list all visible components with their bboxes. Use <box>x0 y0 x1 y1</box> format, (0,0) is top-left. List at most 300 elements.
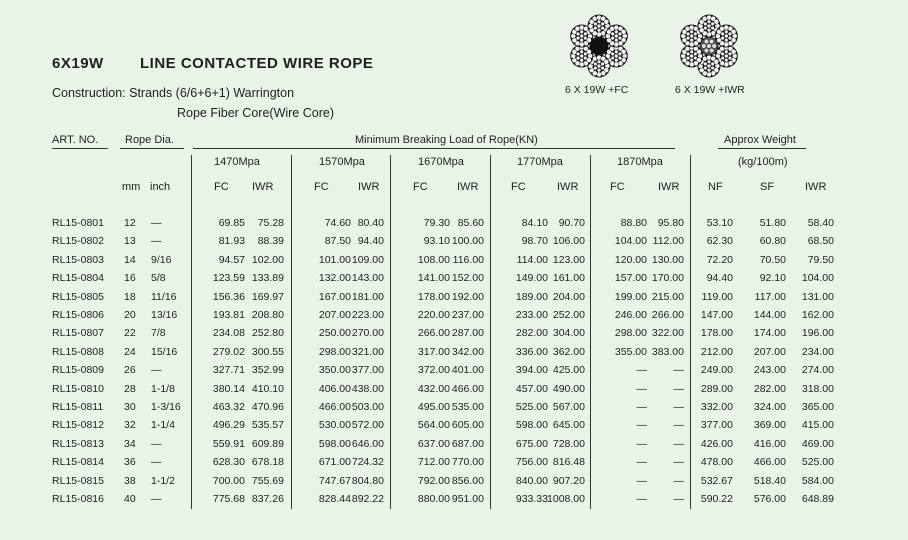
fc-1470-cell: 156.36 <box>212 290 245 303</box>
fc-1670-cell: 637.00 <box>417 437 450 450</box>
fc-1870-cell: — <box>636 401 647 413</box>
art-no-cell: RL15-0810 <box>52 382 104 395</box>
inner-wire <box>618 32 622 36</box>
core-wire <box>709 39 714 44</box>
inner-wire <box>618 56 622 60</box>
dia-inch-cell: 1-1/4 <box>151 419 175 432</box>
fc-1570-cell: 466.00 <box>318 401 351 413</box>
iwr-1470-cell: 252.80 <box>251 327 284 340</box>
iwr-1670-cell: 951.00 <box>451 493 484 505</box>
inner-wire <box>618 52 622 56</box>
dia-inch-cell: 1-3/16 <box>151 401 181 413</box>
iwr-1470-cell: 837.26 <box>251 493 284 505</box>
iwr-1670-cell: 401.00 <box>451 364 484 377</box>
header-min-breaking-load: Minimum Breaking Load of Rope(KN) <box>355 134 538 146</box>
inner-wire <box>711 66 715 70</box>
inner-wire <box>721 36 725 40</box>
mbl-underline <box>193 148 675 149</box>
iwr-weight-cell: 648.89 <box>801 493 834 505</box>
iwr-1770-cell: 362.00 <box>552 345 585 358</box>
inner-wire <box>728 56 732 60</box>
inner-wire <box>597 68 601 72</box>
iwr-1670-cell: 466.00 <box>451 382 484 395</box>
iwr-1770-cell: 645.00 <box>552 419 585 432</box>
inner-wire <box>593 62 597 66</box>
iwr-1570-cell: 438.00 <box>351 382 384 395</box>
fc-1470-cell: 463.32 <box>212 401 245 413</box>
fc-1770-cell: 756.00 <box>515 456 548 469</box>
iwr-1870-cell: — <box>673 401 684 413</box>
inner-wire <box>711 26 715 30</box>
rope-dia-underline <box>120 148 184 149</box>
sf-weight-cell: 324.00 <box>753 401 786 413</box>
nf-weight-cell: 178.00 <box>700 327 733 340</box>
sf-weight-cell: 369.00 <box>753 419 786 432</box>
fc-1470-cell: 123.59 <box>212 272 245 285</box>
iwr-weight-cell: 79.50 <box>807 253 834 266</box>
iwr-1770-cell: 816.48 <box>552 456 585 469</box>
iwr-1670-cell: 192.00 <box>451 290 484 303</box>
inner-wire <box>597 20 601 24</box>
fc-1470-cell: 700.00 <box>212 474 245 487</box>
inner-wire <box>580 30 584 34</box>
fc-1770-cell: 525.00 <box>515 401 548 413</box>
center-wire <box>707 24 711 28</box>
sf-weight-cell: 51.80 <box>759 217 786 229</box>
center-wire <box>724 34 728 38</box>
inner-wire <box>576 36 580 40</box>
dia-mm-cell: 36 <box>124 456 136 469</box>
header-sf: SF <box>760 181 775 193</box>
iwr-1570-cell: 143.00 <box>351 272 384 285</box>
fc-1470-cell: 193.81 <box>212 309 245 321</box>
inner-wire <box>711 22 715 26</box>
art-no-cell: RL15-0811 <box>52 401 104 413</box>
nf-weight-cell: 72.20 <box>706 253 733 266</box>
iwr-weight-cell: 68.50 <box>807 235 834 248</box>
inner-wire <box>728 52 732 56</box>
iwr-1670-cell: 535.00 <box>451 401 484 413</box>
fc-1570-cell: 87.50 <box>324 235 351 248</box>
fc-1770-cell: 84.10 <box>521 217 548 229</box>
fc-1770-cell: 336.00 <box>515 345 548 358</box>
fc-1770-cell: 98.70 <box>521 235 548 248</box>
art-no-cell: RL15-0809 <box>52 364 104 377</box>
fc-1670-cell: 220.00 <box>417 309 450 321</box>
nf-weight-cell: 94.40 <box>706 272 733 285</box>
inner-wire <box>728 36 732 40</box>
inner-wire <box>614 58 618 62</box>
iwr-1670-cell: 342.00 <box>451 345 484 358</box>
nf-weight-cell: 377.00 <box>700 419 733 432</box>
inner-wire <box>580 38 584 42</box>
iwr-1770-cell: 907.20 <box>552 474 585 487</box>
iwr-1470-cell: 133.89 <box>251 272 284 285</box>
art-no-cell: RL15-0801 <box>52 217 104 229</box>
iwr-weight-cell: 104.00 <box>801 272 834 285</box>
center-wire <box>707 64 711 68</box>
inner-wire <box>583 32 587 36</box>
dia-inch-cell: 9/16 <box>151 253 172 266</box>
fc-1770-cell: 457.00 <box>515 382 548 395</box>
inner-wire <box>693 36 697 40</box>
iwr-1470-cell: 75.28 <box>257 217 284 229</box>
inner-wire <box>583 56 587 60</box>
fc-1770-cell: 394.00 <box>515 364 548 377</box>
fc-1870-cell: 298.00 <box>614 327 647 340</box>
fc-1870-cell: — <box>636 364 647 377</box>
iwr-1470-cell: 169.97 <box>251 290 284 303</box>
inner-wire <box>576 52 580 56</box>
grade-1770: 1770Mpa <box>517 156 563 168</box>
iwr-weight-cell: 196.00 <box>801 327 834 340</box>
core-wire <box>709 48 714 53</box>
nf-weight-cell: 62.30 <box>706 235 733 248</box>
iwr-1470-cell: 410.10 <box>251 382 284 395</box>
iwr-1870-cell: — <box>673 364 684 377</box>
inner-wire <box>728 32 732 36</box>
inner-wire <box>611 36 615 40</box>
art-no-cell: RL15-0814 <box>52 456 104 469</box>
header-fc-1670: FC <box>413 181 428 193</box>
sf-weight-cell: 576.00 <box>753 493 786 505</box>
header-art-no: ART. NO. <box>52 134 99 146</box>
grade-1670: 1670Mpa <box>418 156 464 168</box>
iwr-1470-cell: 300.55 <box>251 345 284 358</box>
weight-underline <box>718 148 806 149</box>
nf-weight-cell: 53.10 <box>706 217 733 229</box>
fc-1670-cell: 432.00 <box>417 382 450 395</box>
iwr-1570-cell: 94.40 <box>357 235 384 248</box>
inner-wire <box>690 50 694 54</box>
dia-mm-cell: 38 <box>124 474 136 487</box>
iwr-1570-cell: 724.32 <box>351 456 384 469</box>
iwr-1870-cell: 112.00 <box>652 235 684 248</box>
header-fc-1870: FC <box>610 181 625 193</box>
grade-1470: 1470Mpa <box>214 156 260 168</box>
fc-1570-cell: 101.00 <box>318 253 351 266</box>
sf-weight-cell: 70.50 <box>759 253 786 266</box>
center-wire <box>580 34 584 38</box>
fc-1870-cell: — <box>636 437 647 450</box>
inner-wire <box>707 68 711 72</box>
fc-1470-cell: 234.08 <box>212 327 245 340</box>
inner-wire <box>707 28 711 32</box>
inner-wire <box>597 60 601 64</box>
inner-wire <box>611 32 615 36</box>
header-fc-1770: FC <box>511 181 526 193</box>
inner-wire <box>614 50 618 54</box>
core-wire <box>702 44 707 49</box>
inner-wire <box>686 56 690 60</box>
fc-1570-cell: 207.00 <box>318 309 351 321</box>
iwr-1870-cell: 215.00 <box>651 290 684 303</box>
sf-weight-cell: 60.80 <box>759 235 786 248</box>
inner-wire <box>580 58 584 62</box>
iwr-1570-cell: 270.00 <box>351 327 384 340</box>
inner-wire <box>690 30 694 34</box>
fc-1570-cell: 167.00 <box>318 290 351 303</box>
fc-1470-cell: 380.14 <box>212 382 245 395</box>
inner-wire <box>707 60 711 64</box>
inner-wire <box>721 56 725 60</box>
inner-wire <box>576 56 580 60</box>
fc-1670-cell: 880.00 <box>417 493 450 505</box>
iwr-1570-cell: 181.00 <box>351 290 384 303</box>
fc-1870-cell: — <box>636 456 647 469</box>
header-iwr-1770: IWR <box>557 181 579 193</box>
inner-wire <box>580 50 584 54</box>
sf-weight-cell: 282.00 <box>753 382 786 395</box>
iwr-1770-cell: 304.00 <box>552 327 585 340</box>
inner-wire <box>583 36 587 40</box>
art-no-cell: RL15-0806 <box>52 309 104 321</box>
iwr-weight-cell: 525.00 <box>801 456 834 469</box>
iwr-1870-cell: 170.00 <box>651 272 684 285</box>
iwr-1570-cell: 804.80 <box>351 474 384 487</box>
fc-1570-cell: 74.60 <box>324 217 351 229</box>
dia-mm-cell: 13 <box>124 235 136 248</box>
inner-wire <box>593 26 597 30</box>
header-mm: mm <box>122 181 141 193</box>
nf-weight-cell: 212.00 <box>700 345 733 358</box>
iwr-1770-cell: 90.70 <box>558 217 585 229</box>
iwr-1670-cell: 85.60 <box>457 217 484 229</box>
sf-weight-cell: 117.00 <box>754 290 786 303</box>
nf-weight-cell: 119.00 <box>701 290 733 303</box>
art-no-cell: RL15-0812 <box>52 419 104 432</box>
inner-wire <box>693 32 697 36</box>
fc-1870-cell: 88.80 <box>620 217 647 229</box>
core-wire <box>707 44 712 49</box>
fc-1870-cell: — <box>636 382 647 395</box>
nf-weight-cell: 478.00 <box>700 456 733 469</box>
fc-1570-cell: 828.44 <box>318 493 351 505</box>
dia-inch-cell: — <box>151 437 162 450</box>
nf-weight-cell: 147.00 <box>700 309 733 321</box>
sf-weight-cell: 207.00 <box>753 345 786 358</box>
fc-1870-cell: — <box>636 493 647 505</box>
center-wire <box>690 34 694 38</box>
inner-wire <box>703 22 707 26</box>
fc-1770-cell: 675.00 <box>515 437 548 450</box>
dia-inch-cell: — <box>151 235 162 248</box>
iwr-1570-cell: 572.00 <box>351 419 384 432</box>
dia-mm-cell: 22 <box>124 327 136 340</box>
center-wire <box>724 54 728 58</box>
iwr-1670-cell: 687.00 <box>451 437 484 450</box>
inner-wire <box>601 62 605 66</box>
iwr-1570-cell: 892.22 <box>351 493 384 505</box>
figure-caption-fc: 6 X 19W +FC <box>565 84 629 96</box>
fc-1470-cell: 69.85 <box>218 217 245 229</box>
fc-1470-cell: 775.68 <box>212 493 245 505</box>
inner-wire <box>576 32 580 36</box>
fc-1670-cell: 792.00 <box>417 474 450 487</box>
iwr-1570-cell: 321.00 <box>351 345 384 358</box>
art-no-underline <box>52 148 108 149</box>
inner-wire <box>593 66 597 70</box>
iwr-1770-cell: 106.00 <box>552 235 585 248</box>
inner-wire <box>703 66 707 70</box>
dia-mm-cell: 28 <box>124 382 136 395</box>
inner-wire <box>707 20 711 24</box>
fc-1570-cell: 132.00 <box>318 272 351 285</box>
iwr-1870-cell: 266.00 <box>651 309 684 321</box>
fc-1770-cell: 233.00 <box>515 309 548 321</box>
nf-weight-cell: 532.67 <box>700 474 733 487</box>
iwr-1870-cell: — <box>673 493 684 505</box>
inner-wire <box>690 38 694 42</box>
inner-wire <box>597 28 601 32</box>
art-no-cell: RL15-0803 <box>52 253 104 266</box>
fc-1670-cell: 495.00 <box>417 401 450 413</box>
iwr-1870-cell: 130.00 <box>651 253 684 266</box>
fc-1870-cell: 120.00 <box>614 253 647 266</box>
fc-1570-cell: 598.00 <box>318 437 351 450</box>
art-no-cell: RL15-0815 <box>52 474 104 487</box>
art-no-cell: RL15-0813 <box>52 437 104 450</box>
dia-mm-cell: 34 <box>124 437 136 450</box>
sf-weight-cell: 243.00 <box>753 364 786 377</box>
inner-wire <box>721 52 725 56</box>
iwr-weight-cell: 365.00 <box>801 401 834 413</box>
dia-mm-cell: 26 <box>124 364 136 377</box>
fc-1770-cell: 598.00 <box>515 419 548 432</box>
iwr-weight-cell: 274.00 <box>801 364 834 377</box>
dia-mm-cell: 14 <box>124 253 136 266</box>
fc-1570-cell: 298.00 <box>318 345 351 358</box>
iwr-weight-cell: 162.00 <box>801 309 834 321</box>
center-wire <box>597 24 601 28</box>
iwr-1570-cell: 223.00 <box>351 309 384 321</box>
iwr-1570-cell: 80.40 <box>357 217 384 229</box>
art-no-cell: RL15-0802 <box>52 235 104 248</box>
sf-weight-cell: 174.00 <box>753 327 786 340</box>
construction-line-2: Rope Fiber Core(Wire Core) <box>177 106 334 120</box>
rope-wire-core-cross-section-icon <box>674 10 744 82</box>
dia-inch-cell: 1-1/8 <box>151 382 175 395</box>
iwr-1870-cell: — <box>673 382 684 395</box>
inner-wire <box>601 66 605 70</box>
center-wire <box>614 34 618 38</box>
iwr-weight-cell: 469.00 <box>801 437 834 450</box>
iwr-1570-cell: 646.00 <box>351 437 384 450</box>
header-fc-1570: FC <box>314 181 329 193</box>
inner-wire <box>724 30 728 34</box>
iwr-1770-cell: 123.00 <box>552 253 585 266</box>
iwr-1870-cell: — <box>673 419 684 432</box>
art-no-cell: RL15-0816 <box>52 493 104 505</box>
header-rope-dia: Rope Dia. <box>125 134 174 146</box>
nf-weight-cell: 249.00 <box>700 364 733 377</box>
center-wire <box>690 54 694 58</box>
nf-weight-cell: 332.00 <box>700 401 733 413</box>
inner-wire <box>693 52 697 56</box>
dia-mm-cell: 40 <box>124 493 136 505</box>
iwr-weight-cell: 58.40 <box>807 217 834 229</box>
iwr-1770-cell: 567.00 <box>552 401 585 413</box>
fc-1870-cell: — <box>636 419 647 432</box>
inner-wire <box>601 26 605 30</box>
fc-1770-cell: 840.00 <box>515 474 548 487</box>
header-iwr-1470: IWR <box>252 181 274 193</box>
fc-1870-cell: — <box>636 474 647 487</box>
dia-mm-cell: 18 <box>124 290 136 303</box>
fc-1670-cell: 317.00 <box>417 345 450 358</box>
iwr-1870-cell: 95.80 <box>657 217 684 229</box>
sf-weight-cell: 144.00 <box>753 309 786 321</box>
fc-1770-cell: 114.00 <box>516 253 548 266</box>
sf-weight-cell: 518.40 <box>753 474 786 487</box>
inner-wire <box>686 36 690 40</box>
fc-1670-cell: 564.00 <box>417 419 450 432</box>
inner-wire <box>614 38 618 42</box>
fc-1670-cell: 178.00 <box>417 290 450 303</box>
iwr-1770-cell: 161.00 <box>552 272 585 285</box>
fc-1870-cell: 104.00 <box>614 235 647 248</box>
iwr-1470-cell: 208.80 <box>251 309 284 321</box>
iwr-weight-cell: 234.00 <box>801 345 834 358</box>
center-wire <box>597 64 601 68</box>
core-wire <box>704 39 709 44</box>
dia-inch-cell: 7/8 <box>151 327 166 340</box>
dia-mm-cell: 30 <box>124 401 136 413</box>
dia-inch-cell: — <box>151 364 162 377</box>
inner-wire <box>703 26 707 30</box>
header-approx-weight: Approx Weight <box>724 134 796 146</box>
fc-1670-cell: 79.30 <box>423 217 450 229</box>
iwr-1470-cell: 535.57 <box>251 419 284 432</box>
iwr-1770-cell: 490.00 <box>552 382 585 395</box>
iwr-1870-cell: — <box>673 456 684 469</box>
inner-wire <box>724 50 728 54</box>
iwr-1670-cell: 287.00 <box>451 327 484 340</box>
weight-unit: (kg/100m) <box>738 156 788 168</box>
art-no-cell: RL15-0807 <box>52 327 104 340</box>
iwr-1570-cell: 377.00 <box>351 364 384 377</box>
inner-wire <box>724 58 728 62</box>
fc-1570-cell: 530.00 <box>318 419 351 432</box>
grade-1570: 1570Mpa <box>319 156 365 168</box>
iwr-1770-cell: 425.00 <box>552 364 585 377</box>
figure-caption-iwr: 6 X 19W +IWR <box>675 84 745 96</box>
inner-wire <box>614 30 618 34</box>
dia-inch-cell: 1-1/2 <box>151 474 175 487</box>
iwr-1670-cell: 100.00 <box>451 235 484 248</box>
iwr-1570-cell: 503.00 <box>351 401 384 413</box>
dia-inch-cell: — <box>151 493 162 505</box>
dia-mm-cell: 24 <box>124 345 136 358</box>
dia-inch-cell: 11/16 <box>151 290 177 303</box>
iwr-1570-cell: 109.00 <box>351 253 384 266</box>
fc-1870-cell: 246.00 <box>614 309 647 321</box>
fc-1870-cell: 199.00 <box>614 290 647 303</box>
fc-1470-cell: 279.02 <box>212 345 245 358</box>
center-wire <box>614 54 618 58</box>
iwr-1670-cell: 605.00 <box>451 419 484 432</box>
inner-wire <box>611 56 615 60</box>
dia-mm-cell: 12 <box>124 217 136 229</box>
fc-1870-cell: 157.00 <box>614 272 647 285</box>
inner-wire <box>686 32 690 36</box>
fc-1770-cell: 282.00 <box>515 327 548 340</box>
fc-1470-cell: 496.29 <box>212 419 245 432</box>
iwr-1870-cell: 322.00 <box>651 327 684 340</box>
sf-weight-cell: 466.00 <box>753 456 786 469</box>
iwr-1470-cell: 678.18 <box>251 456 284 469</box>
art-no-cell: RL15-0804 <box>52 272 104 285</box>
